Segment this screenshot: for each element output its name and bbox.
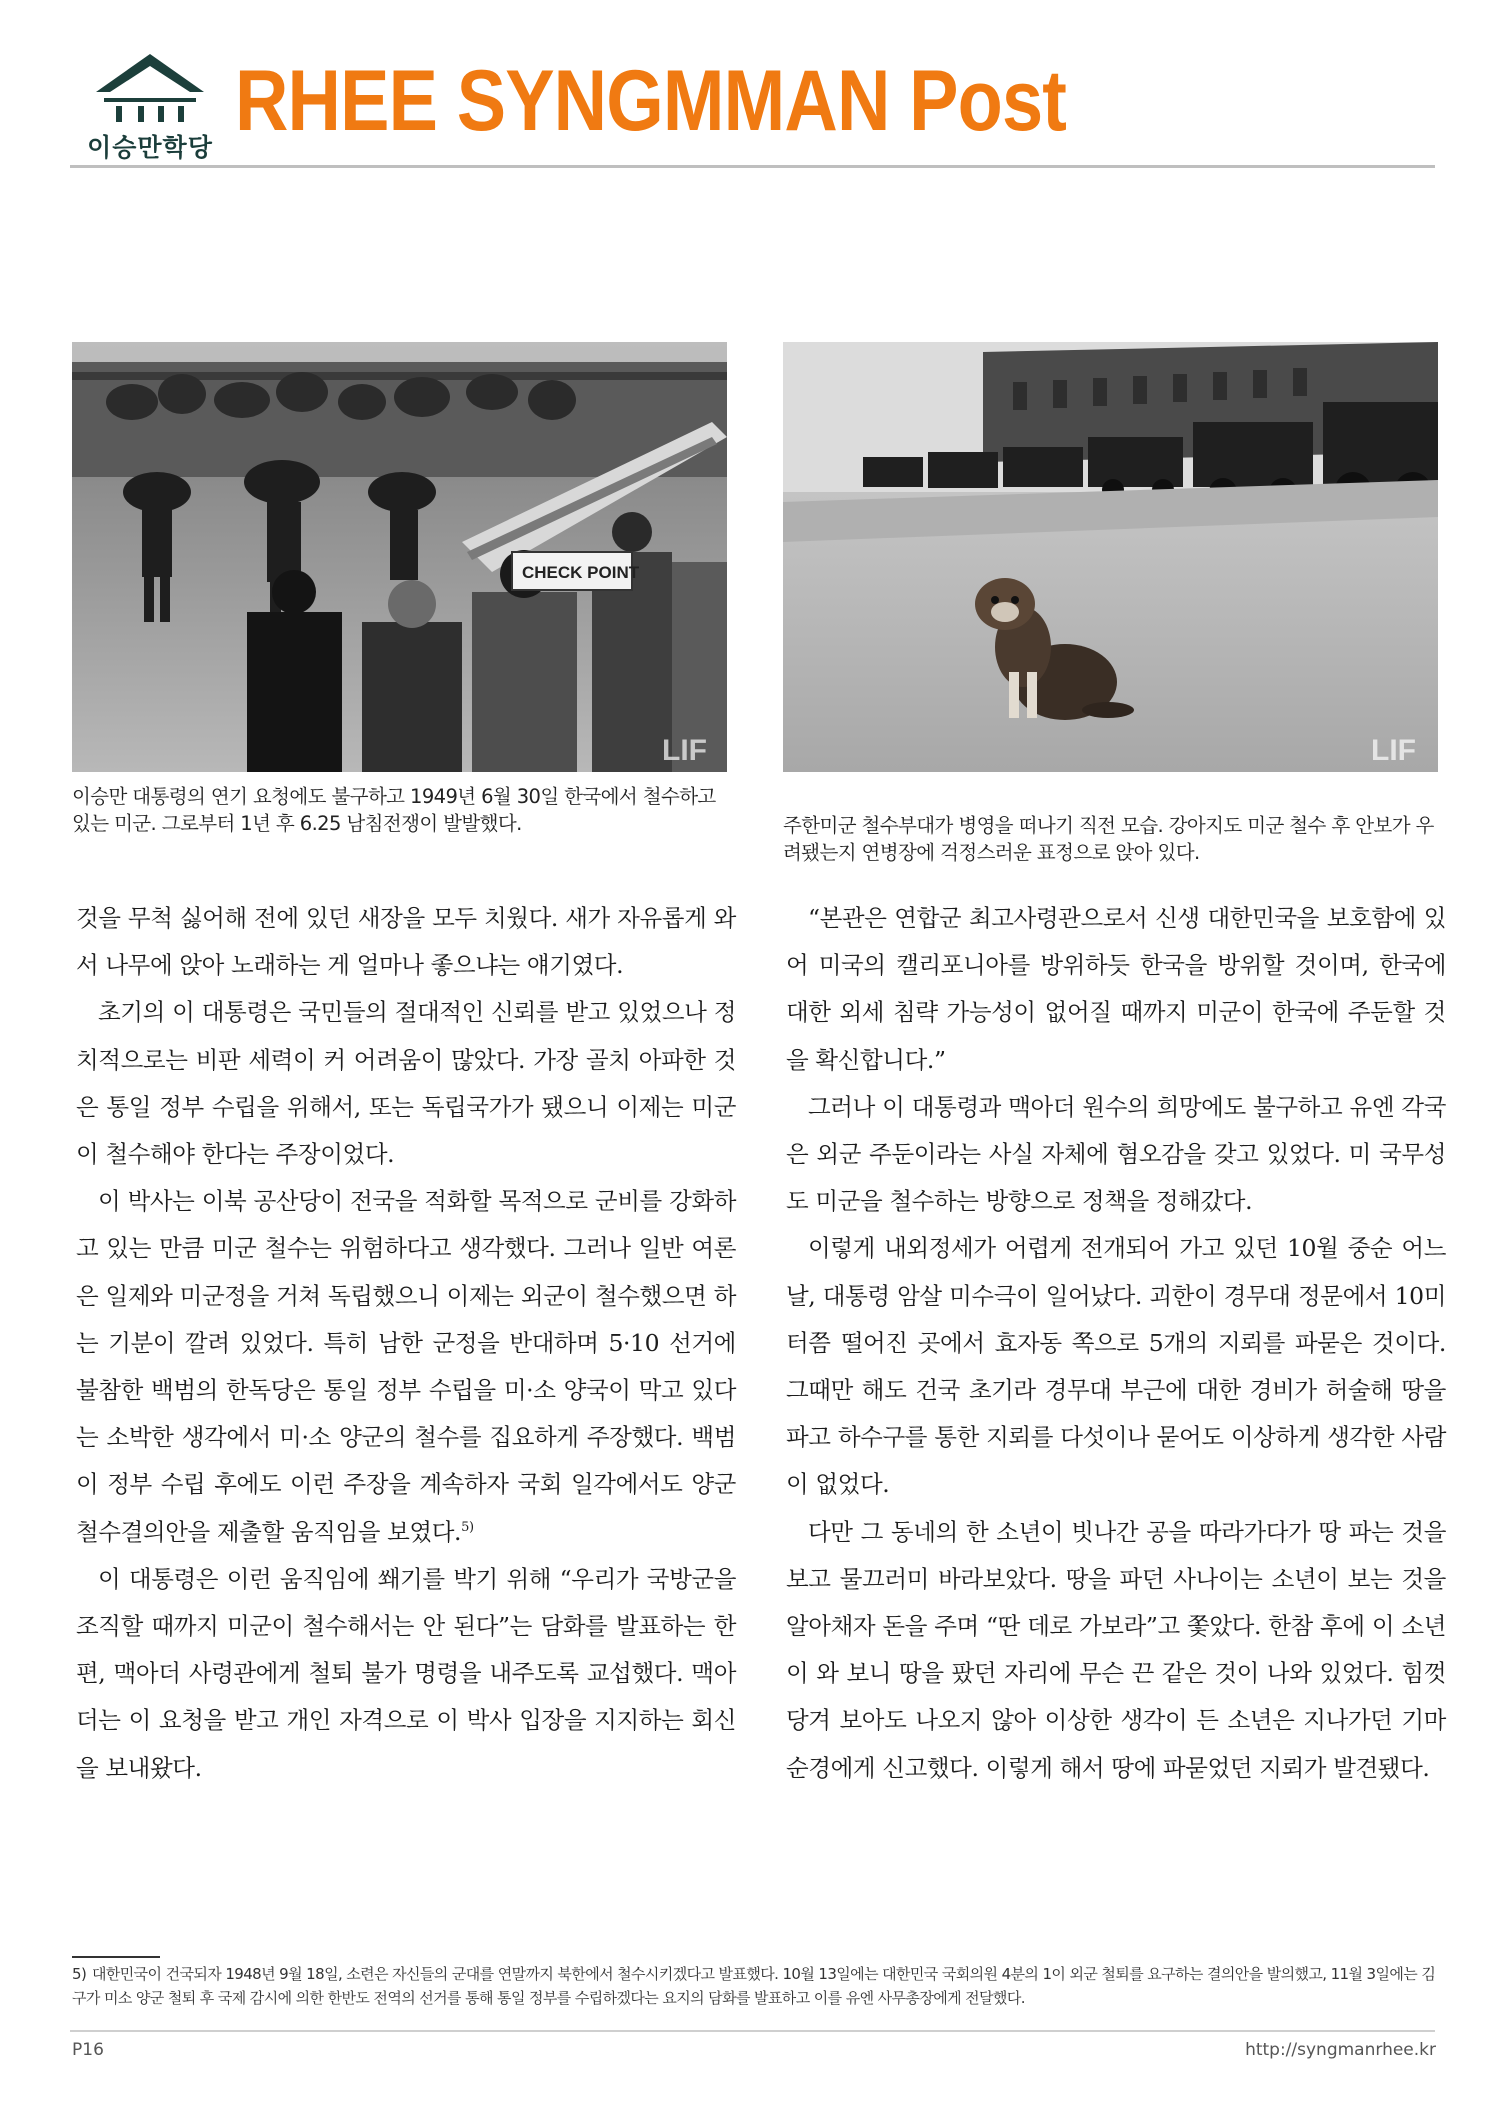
paragraph: 그러나 이 대통령과 맥아더 원수의 희망에도 불구하고 유엔 각국은 외군 주둔이라는 사실 자체에 혐오감을 갖고 있었다. 미 국무성도 미군을 철수하는 방향으로 정책을 정해갔다. xyxy=(786,1092,1446,1216)
footnote-text: 대한민국이 건국되자 1948년 9월 18일, 소련은 자신들의 군대를 연말까지 북한에서 철수시키겠다고 발표했다. 10월 13일에는 대한민국 국회의원 4분의 1이 외군 철퇴를 요구하는 결의안을 발의했고, 11월 3일에는 김구가 미소 양군 철퇴 후 국제 감시에 의한 한반도 전역의 선거를 통해 통일 정부를 수립하겠다는 요지의 담화를 발표하고 이를 유엔 사무총장에게 전달했다. xyxy=(72,1965,1436,2007)
paragraph-text: 이 박사는 이북 공산당이 전국을 적화할 목적으로 군비를 강화하고 있는 만큼 미군 철수는 위험하다고 생각했다. 그러나 일반 여론은 일제와 미군정을 거쳐 독립했으니 이제는 외군이 철수했으면 하는 기분이 깔려 있었다. 특히 남한 군정을 반대하며 5·10 선거에 불참한 백범의 한독당은 통일 정부 수립을 미·소 양국이 막고 있다는 소박한 생각에서 미·소 양군의 철수를 집요하게 주장했다. 백범이 정부 수립 후에도 이런 주장을 계속하자 국회 일각에서도 양군 철수결의안을 제출할 움직임을 보였다. xyxy=(76,1187,736,1546)
footnote xyxy=(72,1962,1438,2010)
paragraph: “본관은 연합군 최고사령관으로서 신생 대한민국을 보호함에 있어 미국의 캘리포니아를 방위하듯 한국을 방위할 것이며, 한국에 대한 외세 침략 가능성이 없어질 때까지 미군이 한국에 주둔할 것을 확신합니다.” xyxy=(786,904,1446,1074)
photo-troops-withdrawal xyxy=(72,342,727,772)
paragraph: 것을 무척 싫어해 전에 있던 새장을 모두 치웠다. 새가 자유롭게 와서 나무에 앉아 노래하는 게 얼마나 좋으냐는 얘기였다. xyxy=(76,904,736,980)
site-url-link[interactable]: http://syngmanrhee.kr xyxy=(1245,2040,1436,2060)
header xyxy=(70,48,1435,168)
photo-dog-barracks xyxy=(783,342,1438,772)
masthead-title: RHEE SYNGMMAN Post xyxy=(235,53,1067,149)
header-divider xyxy=(70,165,1435,168)
footnote-divider xyxy=(72,1956,160,1958)
paragraph xyxy=(76,1178,736,1556)
paragraph: 이 대통령은 이런 움직임에 쐐기를 박기 위해 “우리가 국방군을 조직할 때까지 미군이 철수해서는 안 된다”는 담화를 발표하는 한편, 맥아더 사령관에게 철퇴 불가 명령을 내주도록 교섭했다. 맥아더는 이 요청을 받고 개인 자격으로 이 박사 입장을 지지하는 회신을 보내왔다. xyxy=(76,1564,736,1782)
photo-caption-left: 이승만 대통령의 연기 요청에도 불구하고 1949년 6월 30일 한국에서 철수하고 있는 미군. 그로부터 1년 후 6.25 남침전쟁이 발발했다. xyxy=(72,785,716,835)
article-column-left xyxy=(76,895,736,1792)
photo-watermark: LIF xyxy=(662,734,707,767)
article-column-right xyxy=(786,895,1446,1792)
logo xyxy=(70,48,230,162)
page-number: P16 xyxy=(72,2040,104,2060)
paragraph: 이렇게 내외정세가 어렵게 전개되어 가고 있던 10월 중순 어느 날, 대통령 암살 미수극이 일어났다. 괴한이 경무대 정문에서 10미터쯤 떨어진 곳에서 효자동 쪽으로 5개의 지뢰를 파묻은 것이다. 그때만 해도 건국 초기라 경무대 부근에 대한 경비가 허술해 땅을 파고 하수구를 통한 지뢰를 다섯이나 묻어도 이상하게 생각한 사람이 없었다. xyxy=(786,1234,1446,1499)
footnote-number: 5) xyxy=(72,1965,87,1983)
footnote-ref[interactable]: 5) xyxy=(461,1519,474,1535)
checkpoint-sign: CHECK POINT xyxy=(522,563,640,582)
paragraph: 초기의 이 대통령은 국민들의 절대적인 신뢰를 받고 있었으나 정치적으로는 비판 세력이 커 어려움이 많았다. 가장 골치 아파한 것은 통일 정부 수립을 위해서, 또는 독립국가가 됐으니 이제는 미군이 철수해야 한다는 주장이었다. xyxy=(76,998,736,1169)
footer-divider xyxy=(70,2030,1435,2032)
paragraph: 다만 그 동네의 한 소년이 빗나간 공을 따라가다가 땅 파는 것을 보고 물끄러미 바라보았다. 땅을 파던 사나이는 소년이 보는 것을 알아채자 돈을 주며 “딴 데로 가보라”고 쫓았다. 한참 후에 이 소년이 와 보니 땅을 팠던 자리에 무슨 끈 같은 것이 나와 있었다. 힘껏 당겨 보아도 나오지 않아 이상한 생각이 든 소년은 지나가던 기마순경에게 신고했다. 이렇게 해서 땅에 파묻었던 지뢰가 발견됐다. xyxy=(786,1517,1446,1782)
photo-caption-right: 주한미군 철수부대가 병영을 떠나기 직전 모습. 강아지도 미군 철수 후 안보가 우려됐는지 연병장에 걱정스러운 표정으로 앉아 있다. xyxy=(783,814,1434,864)
house-logo-icon xyxy=(88,48,212,128)
photo-watermark: LIF xyxy=(1371,734,1416,767)
logo-text: 이승만학당 xyxy=(87,133,213,162)
